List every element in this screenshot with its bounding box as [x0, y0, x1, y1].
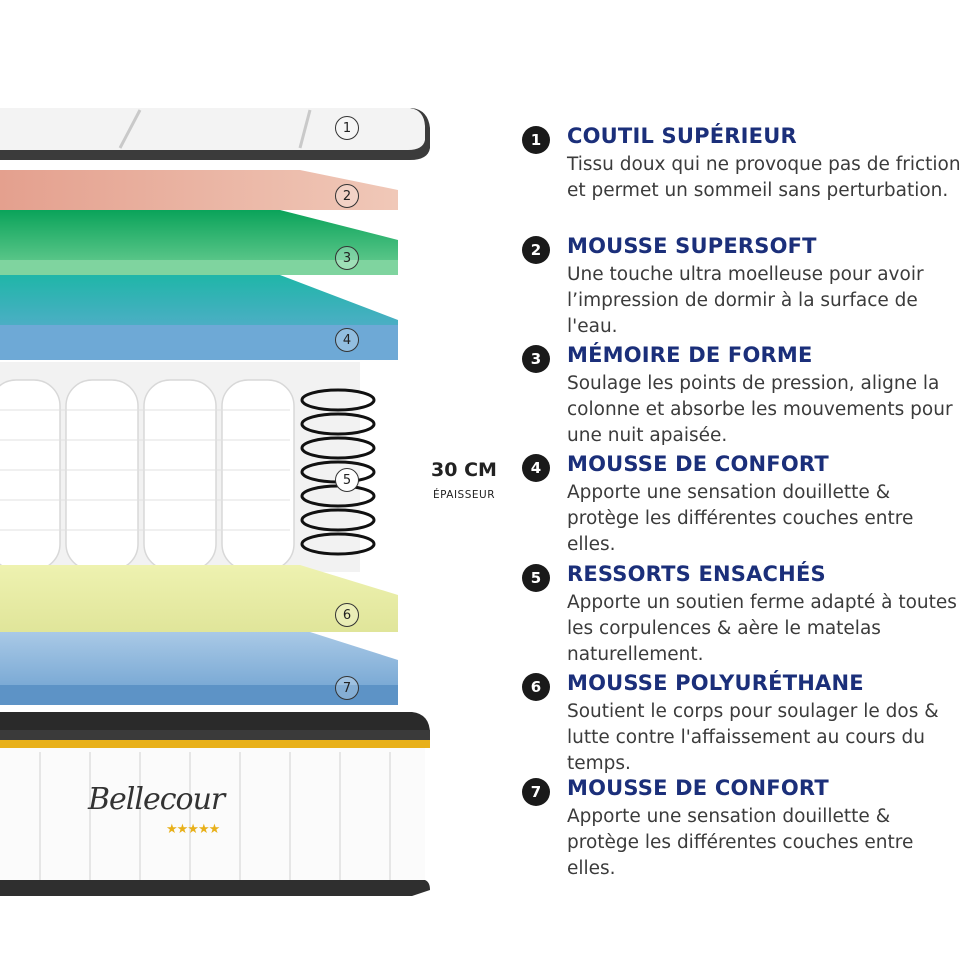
layer-3-badge: 3 — [335, 246, 359, 270]
layer-5-title: RESSORTS ENSACHÉS — [567, 562, 826, 586]
layer-1-badge: 1 — [335, 116, 359, 140]
layer-7-number: 7 — [522, 778, 550, 806]
thickness-label — [424, 459, 504, 501]
layer-2-description: Une touche ultra moelleuse pour avoir l’impression de dormir à la surface de l'eau. — [567, 264, 924, 337]
layer-6-title: MOUSSE POLYURÉTHANE — [567, 671, 864, 695]
thickness-value: 30 CM — [431, 459, 497, 481]
brand-name: Bellecour — [88, 782, 225, 817]
layer-5-pocket-springs — [0, 362, 374, 572]
layer-7-badge: 7 — [335, 676, 359, 700]
layer-4-description: Apporte une sensation douillette & protège les différentes couches entre elles. — [567, 482, 914, 555]
layer-6-badge: 6 — [335, 603, 359, 627]
mattress-layers-svg — [0, 0, 440, 971]
layer-1-number: 1 — [522, 126, 550, 154]
layer-1-title: COUTIL SUPÉRIEUR — [567, 124, 797, 148]
layer-4-title: MOUSSE DE CONFORT — [567, 452, 829, 476]
layer-4-number: 4 — [522, 454, 550, 482]
layer-6-description: Soutient le corps pour soulager le dos & lutte contre l'affaissement au cours du temps. — [567, 701, 939, 774]
layer-2-number: 2 — [522, 236, 550, 264]
layer-3-description: Soulage les points de pression, aligne la colonne et absorbe les mouvements pour une nuit apaisée. — [567, 373, 953, 446]
mattress-illustration — [0, 0, 440, 971]
layer-1-cover — [0, 108, 430, 160]
layer-4-badge: 4 — [335, 328, 359, 352]
layer-1-description: Tissu doux qui ne provoque pas de friction et permet un sommeil sans perturbation. — [567, 154, 961, 201]
layer-2-badge: 2 — [335, 184, 359, 208]
layer-7-description: Apporte une sensation douillette & protège les différentes couches entre elles. — [567, 806, 914, 879]
layer-2-title: MOUSSE SUPERSOFT — [567, 234, 817, 258]
layer-6-number: 6 — [522, 673, 550, 701]
layer-5-number: 5 — [522, 564, 550, 592]
layer-5-description: Apporte un soutien ferme adapté à toutes les corpulences & aère le matelas naturellement. — [567, 592, 957, 665]
layer-7-title: MOUSSE DE CONFORT — [567, 776, 829, 800]
brand-logo — [88, 782, 258, 837]
layer-5-badge: 5 — [335, 468, 359, 492]
brand-stars: ★★★★★ — [166, 822, 220, 837]
layer-3-title: MÉMOIRE DE FORME — [567, 343, 813, 367]
thickness-caption: ÉPAISSEUR — [432, 489, 496, 501]
layer-3-number: 3 — [522, 345, 550, 373]
